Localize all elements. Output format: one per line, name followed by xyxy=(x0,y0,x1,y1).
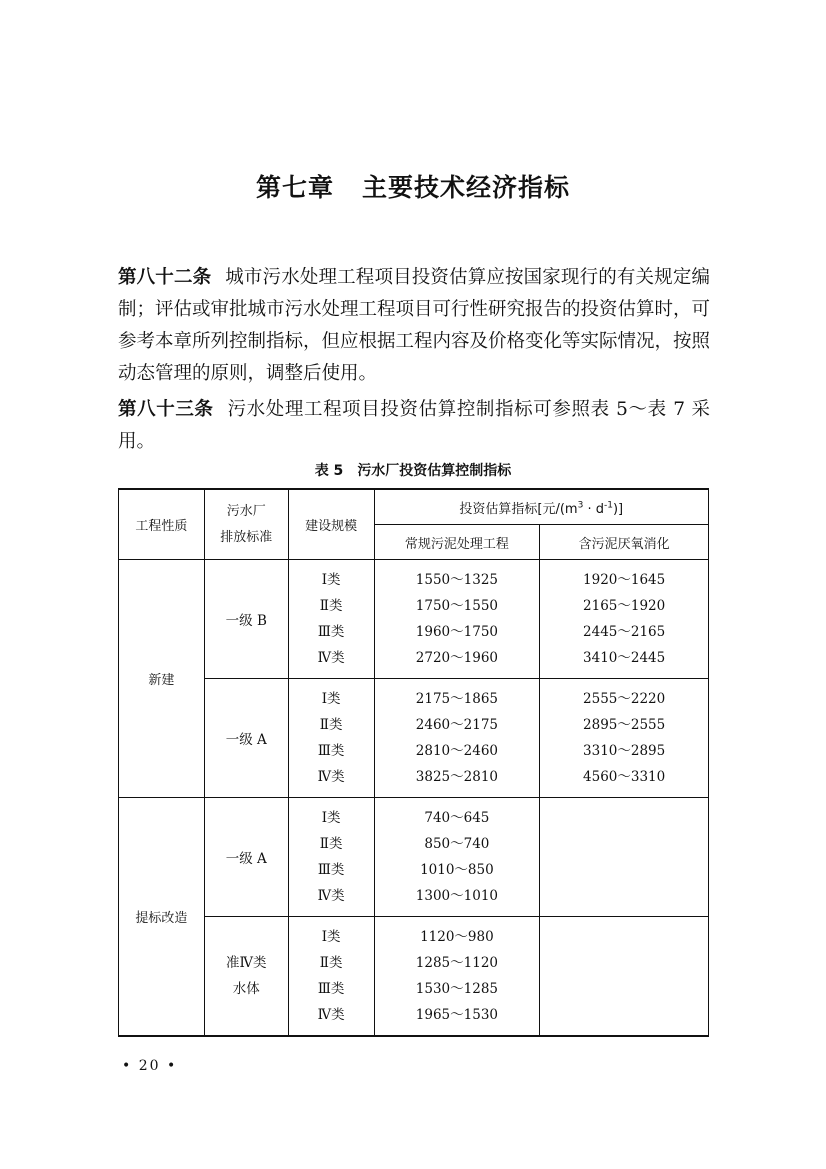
cell-conventional-value: 2175～1865 xyxy=(415,691,498,707)
cell-conventional-value: 1550～1325 xyxy=(415,572,498,588)
cell-anaerobic-value xyxy=(540,976,708,1002)
cell-scale-value: Ⅲ类 xyxy=(317,624,345,640)
header-standard-line2: 排放标准 xyxy=(220,529,273,545)
cell-standard: 一级 A xyxy=(204,679,288,798)
cell-anaerobic xyxy=(540,593,709,619)
cell-scale-value: Ⅳ类 xyxy=(317,1007,345,1023)
cell-scale-value: Ⅳ类 xyxy=(317,888,345,904)
cell-conventional-value: 1120～980 xyxy=(420,929,494,945)
cell-anaerobic-value xyxy=(540,857,708,883)
cell-anaerobic xyxy=(540,831,709,857)
cell-conventional-value: 1300～1010 xyxy=(415,888,498,904)
article-82 xyxy=(118,262,710,390)
cell-scale xyxy=(288,857,374,883)
cell-anaerobic xyxy=(540,976,709,1002)
cell-anaerobic xyxy=(540,798,709,832)
cell-anaerobic xyxy=(540,560,709,594)
cell-conventional-value: 1530～1285 xyxy=(415,981,498,997)
header-conventional: 常规污泥处理工程 xyxy=(374,525,540,560)
cell-anaerobic-value: 2555～2220 xyxy=(583,691,666,707)
cell-conventional xyxy=(374,645,540,679)
cell-conventional-value: 2810～2460 xyxy=(415,743,498,759)
header-nature: 工程性质 xyxy=(119,489,205,560)
cell-scale xyxy=(288,1002,374,1036)
cell-scale xyxy=(288,679,374,713)
cell-conventional xyxy=(374,857,540,883)
cell-scale-value: Ⅳ类 xyxy=(317,650,345,666)
table-caption-title: 污水厂投资估算控制指标 xyxy=(357,463,512,479)
cell-standard-line2: 水体 xyxy=(232,981,260,997)
cell-scale xyxy=(288,764,374,798)
cell-scale-value: Ⅱ类 xyxy=(319,598,343,614)
cell-conventional xyxy=(374,712,540,738)
cell-conventional-value: 3825～2810 xyxy=(415,769,498,785)
cell-conventional xyxy=(374,831,540,857)
cell-scale-value: Ⅱ类 xyxy=(319,955,343,971)
header-anaerobic: 含污泥厌氧消化 xyxy=(540,525,709,560)
cell-anaerobic xyxy=(540,1002,709,1036)
investment-table xyxy=(118,488,709,1037)
cell-scale-value: Ⅲ类 xyxy=(317,981,345,997)
cell-conventional xyxy=(374,679,540,713)
cell-scale xyxy=(288,560,374,594)
cell-scale xyxy=(288,645,374,679)
cell-conventional-value: 2720～1960 xyxy=(415,650,498,666)
cell-conventional-value: 1965～1530 xyxy=(415,1007,498,1023)
header-index-sup1: 3 xyxy=(577,500,584,511)
cell-conventional xyxy=(374,560,540,594)
cell-scale xyxy=(288,619,374,645)
cell-standard: 一级 B xyxy=(204,560,288,679)
cell-anaerobic xyxy=(540,883,709,917)
chapter-number: 第七章 xyxy=(255,173,334,202)
cell-scale-value: Ⅱ类 xyxy=(319,836,343,852)
cell-scale xyxy=(288,950,374,976)
cell-anaerobic xyxy=(540,738,709,764)
cell-conventional xyxy=(374,1002,540,1036)
cell-scale xyxy=(288,883,374,917)
cell-anaerobic xyxy=(540,712,709,738)
cell-anaerobic-value xyxy=(540,883,708,909)
cell-conventional xyxy=(374,976,540,1002)
cell-anaerobic-value: 3310～2895 xyxy=(583,743,666,759)
cell-anaerobic-value: 2445～2165 xyxy=(583,624,666,640)
cell-conventional-value: 1010～850 xyxy=(420,862,494,878)
cell-scale xyxy=(288,593,374,619)
cell-scale-value: Ⅲ类 xyxy=(317,743,345,759)
header-index-sup2: -1 xyxy=(603,500,613,511)
chapter-title xyxy=(0,168,826,204)
article-83-label: 第八十三条 xyxy=(118,399,214,420)
cell-scale xyxy=(288,738,374,764)
cell-nature: 新建 xyxy=(119,560,205,798)
cell-scale-value: Ⅳ类 xyxy=(317,769,345,785)
cell-anaerobic-value: 4560～3310 xyxy=(583,769,666,785)
cell-nature: 提标改造 xyxy=(119,798,205,1037)
header-index xyxy=(374,489,708,525)
cell-conventional-value: 1750～1550 xyxy=(415,598,498,614)
article-83-text: 污水处理工程项目投资估算控制指标可参照表 5～表 7 采用。 xyxy=(118,399,710,452)
cell-anaerobic-value xyxy=(540,950,708,976)
cell-conventional xyxy=(374,619,540,645)
cell-anaerobic-value xyxy=(540,1002,708,1028)
page-number: • 20 • xyxy=(122,1058,178,1074)
cell-scale xyxy=(288,917,374,951)
cell-standard: 一级 A xyxy=(204,798,288,917)
cell-anaerobic-value xyxy=(540,805,708,831)
cell-anaerobic-value xyxy=(540,831,708,857)
cell-anaerobic xyxy=(540,764,709,798)
header-index-suffix: )] xyxy=(612,501,624,517)
cell-scale xyxy=(288,798,374,832)
cell-conventional-value: 850～740 xyxy=(424,836,490,852)
table-caption-number: 表 5 xyxy=(314,463,344,479)
table-caption xyxy=(0,460,826,480)
cell-conventional-value: 1285～1120 xyxy=(415,955,498,971)
cell-scale xyxy=(288,712,374,738)
header-standard xyxy=(204,489,288,560)
cell-anaerobic-value xyxy=(540,924,708,950)
chapter-name: 主要技术经济指标 xyxy=(362,173,571,202)
cell-scale xyxy=(288,831,374,857)
article-82-text: 城市污水处理工程项目投资估算应按国家现行的有关规定编制；评估或审批城市污水处理工程项目可行性研究报告的投资估算时，可参考本章所列控制指标，但应根据工程内容及价格变化等实际情况，按照动态管理的原则，调整后使用。 xyxy=(118,267,711,384)
cell-anaerobic-value: 2895～2555 xyxy=(583,717,666,733)
cell-scale xyxy=(288,976,374,1002)
cell-scale-value: Ⅰ类 xyxy=(321,929,341,945)
cell-scale-value: Ⅰ类 xyxy=(321,572,341,588)
header-standard-line1: 污水厂 xyxy=(226,503,266,519)
cell-scale-value: Ⅰ类 xyxy=(321,810,341,826)
cell-conventional-value: 740～645 xyxy=(424,810,490,826)
cell-standard-line1: 准Ⅳ类 xyxy=(226,955,267,971)
cell-anaerobic xyxy=(540,950,709,976)
cell-conventional xyxy=(374,798,540,832)
cell-anaerobic xyxy=(540,645,709,679)
cell-scale-value: Ⅰ类 xyxy=(321,691,341,707)
cell-anaerobic xyxy=(540,619,709,645)
article-82-label: 第八十二条 xyxy=(118,267,212,288)
cell-scale-value: Ⅲ类 xyxy=(317,862,345,878)
header-scale: 建设规模 xyxy=(288,489,374,560)
cell-conventional-value: 1960～1750 xyxy=(415,624,498,640)
cell-conventional-value: 2460～2175 xyxy=(415,717,498,733)
cell-conventional xyxy=(374,593,540,619)
header-index-prefix: 投资估算指标[元/(m xyxy=(459,501,578,517)
cell-anaerobic-value: 2165～1920 xyxy=(583,598,666,614)
cell-conventional xyxy=(374,917,540,951)
cell-anaerobic xyxy=(540,857,709,883)
cell-scale-value: Ⅱ类 xyxy=(319,717,343,733)
header-index-mid: · d xyxy=(583,501,604,517)
cell-anaerobic xyxy=(540,679,709,713)
cell-conventional xyxy=(374,764,540,798)
cell-standard xyxy=(204,917,288,1037)
cell-anaerobic-value: 1920～1645 xyxy=(583,572,666,588)
cell-anaerobic xyxy=(540,917,709,951)
cell-conventional xyxy=(374,738,540,764)
cell-conventional xyxy=(374,950,540,976)
cell-anaerobic-value: 3410～2445 xyxy=(583,650,666,666)
article-83 xyxy=(118,394,710,458)
cell-conventional xyxy=(374,883,540,917)
